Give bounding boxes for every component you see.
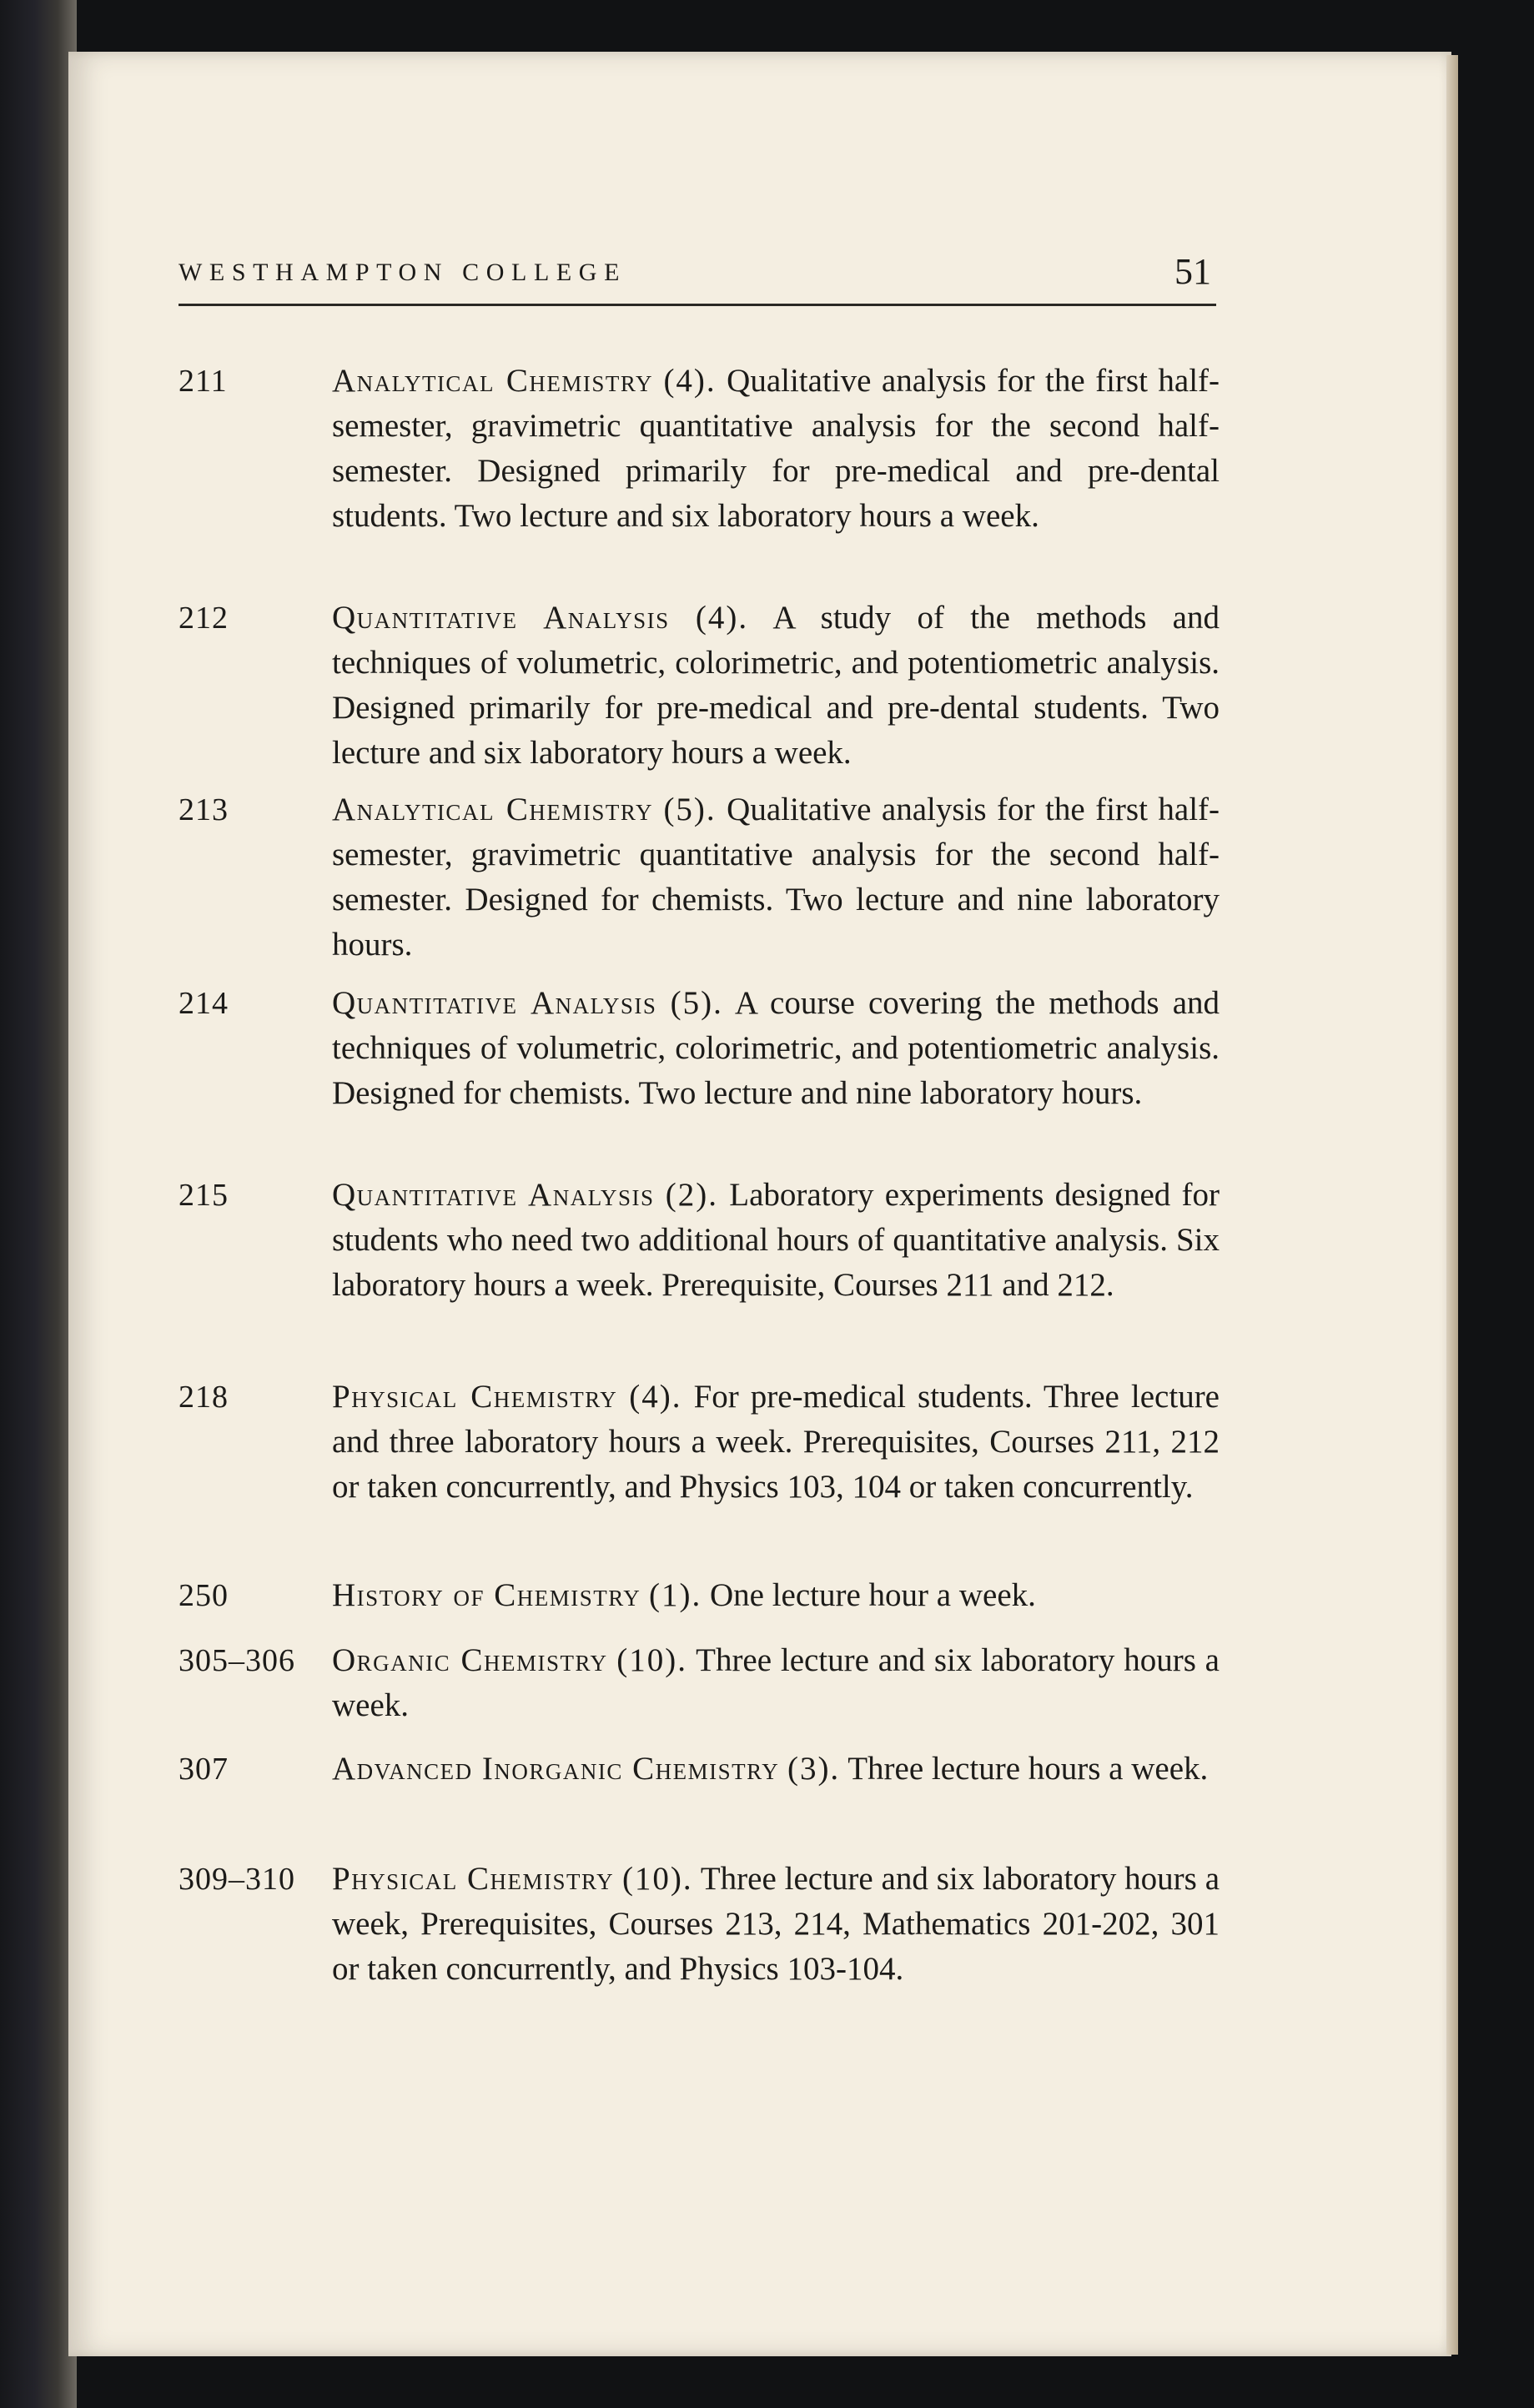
course-description: Three lecture and six laboratory hours a week. — [332, 1642, 1220, 1723]
course-description-block — [332, 1857, 1220, 1992]
page-number: 51 — [1174, 251, 1211, 292]
course-description-block — [332, 1173, 1220, 1308]
course-number: 309–310 — [179, 1862, 295, 1897]
course-description: Qualitative analysis for the first half-semester, gravimetric quantitative analysis for the second half-semester. Designed primarily for pre-medical and pre-dental students. Two lecture and six laboratory hours a week. — [332, 363, 1220, 534]
course-credits: (10). — [621, 1861, 693, 1897]
course-title: Organic Chemistry — [332, 1642, 608, 1678]
course-title: Analytical Chemistry — [332, 792, 653, 827]
running-head-title: WESTHAMPTON COLLEGE — [179, 259, 626, 286]
course-title: Physical Chemistry — [332, 1861, 615, 1897]
course-description: Three lecture and six laboratory hours a week, Prerequisites, Courses 213, 214, Mathematics 201-202, 301 or taken concurrently, and Physics 103-104. — [332, 1861, 1220, 1987]
course-description-block — [332, 1375, 1220, 1510]
course-description: Laboratory experiments designed for students who need two additional hours of quantitative analysis. Six laboratory hours a week. Prerequisite, Courses 211 and 212. — [332, 1177, 1220, 1303]
course-title: Quantitative Analysis — [332, 600, 670, 636]
course-description: Three lecture hours a week. — [847, 1751, 1209, 1787]
course-title: Quantitative Analysis — [332, 985, 657, 1021]
page-stack-edge — [1446, 55, 1458, 2355]
course-description-block — [332, 787, 1220, 968]
course-description: For pre-medical students. Three lecture and three laboratory hours a week. Prerequisites, Courses 211, 212 or taken concurrently, and Physics 103, 104 or taken concurrently. — [332, 1379, 1220, 1505]
course-title: Analytical Chemistry — [332, 363, 653, 399]
course-description-block — [332, 359, 1220, 539]
header-rule — [179, 304, 1216, 306]
course-credits: (4). — [695, 600, 749, 636]
course-credits: (4). — [629, 1379, 682, 1415]
course-number: 214 — [179, 986, 229, 1021]
course-credits: (5). — [670, 985, 723, 1021]
course-credits: (10). — [616, 1642, 688, 1678]
course-title: Physical Chemistry — [332, 1379, 618, 1415]
course-credits: (5). — [663, 792, 717, 827]
course-number: 250 — [179, 1578, 229, 1613]
course-description-block — [332, 1573, 1220, 1618]
course-number: 307 — [179, 1752, 229, 1787]
course-credits: (1). — [649, 1577, 702, 1613]
course-number: 305–306 — [179, 1643, 295, 1678]
course-title: Advanced Inorganic Chemistry — [332, 1751, 780, 1787]
course-title: History of Chemistry — [332, 1577, 641, 1613]
course-description-block — [332, 596, 1220, 776]
course-description: A study of the methods and techniques of volumetric, colorimetric, and potentiometric analysis. Designed primarily for pre-medical and pre-dental students. Two lecture and six laboratory hours a week. — [332, 600, 1220, 771]
course-description-block — [332, 1638, 1220, 1728]
course-credits: (4). — [663, 363, 717, 399]
course-title: Quantitative Analysis — [332, 1177, 655, 1213]
course-description: Qualitative analysis for the first half-semester, gravimetric quantitative analysis for the second half-semester. Designed for chemists. Two lecture and nine laboratory hours. — [332, 792, 1220, 963]
course-credits: (3). — [787, 1751, 841, 1787]
course-description: A course covering the methods and techniques of volumetric, colorimetric, and potentiometric analysis. Designed for chemists. Two lecture and nine laboratory hours. — [332, 985, 1220, 1111]
course-number: 213 — [179, 792, 229, 827]
book-binding-edge — [0, 0, 77, 2408]
course-number: 212 — [179, 601, 229, 636]
course-number: 218 — [179, 1380, 229, 1415]
course-number: 215 — [179, 1178, 229, 1213]
course-credits: (2). — [665, 1177, 719, 1213]
course-description: One lecture hour a week. — [709, 1577, 1036, 1613]
course-description-block — [332, 981, 1220, 1116]
course-description-block — [332, 1747, 1220, 1792]
course-number: 211 — [179, 364, 228, 399]
running-head — [179, 244, 1218, 302]
